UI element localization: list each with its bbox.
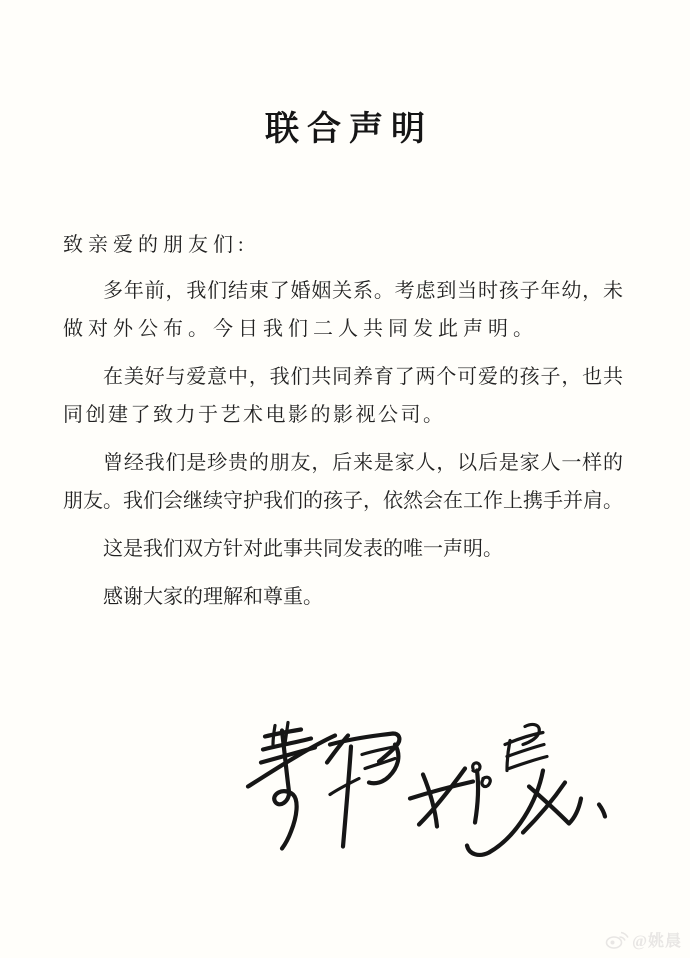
statement-line: 朋友。我们会继续守护我们的孩子，依然会在工作上携手并肩。	[63, 490, 623, 512]
paragraph	[63, 444, 623, 520]
paragraph	[63, 358, 623, 434]
statement-line: 这是我们双方针对此事共同发表的唯一声明。	[103, 538, 503, 560]
statement-line: 在美好与爱意中，我们共同养育了两个可爱的孩子，也共	[103, 366, 623, 388]
weibo-watermark	[605, 928, 682, 951]
statement-line: 多年前，我们结束了婚姻关系。考虑到当时孩子年幼，未	[103, 280, 623, 302]
document-body	[0, 226, 690, 872]
signature-cao-yu	[248, 723, 399, 849]
statement-line: 曾经我们是珍贵的朋友，后来是家人，以后是家人一样的	[103, 452, 623, 474]
statement-line: 感谢大家的理解和尊重。	[103, 586, 323, 608]
paragraph	[63, 578, 623, 616]
document-title: 联合声明	[265, 111, 433, 148]
weibo-logo-icon	[605, 930, 629, 949]
paragraph	[63, 272, 623, 348]
statement-line: 做对外公布。今日我们二人共同发此声明。	[63, 318, 538, 340]
watermark-handle: @姚晨	[632, 933, 682, 950]
salutation-line: 致亲爱的朋友们:	[63, 234, 249, 256]
statement-line: 同创建了致力于艺术电影的影视公司。	[63, 404, 446, 426]
signature-yao-chen	[410, 725, 605, 855]
paragraph	[63, 530, 623, 568]
signatures	[227, 686, 619, 872]
